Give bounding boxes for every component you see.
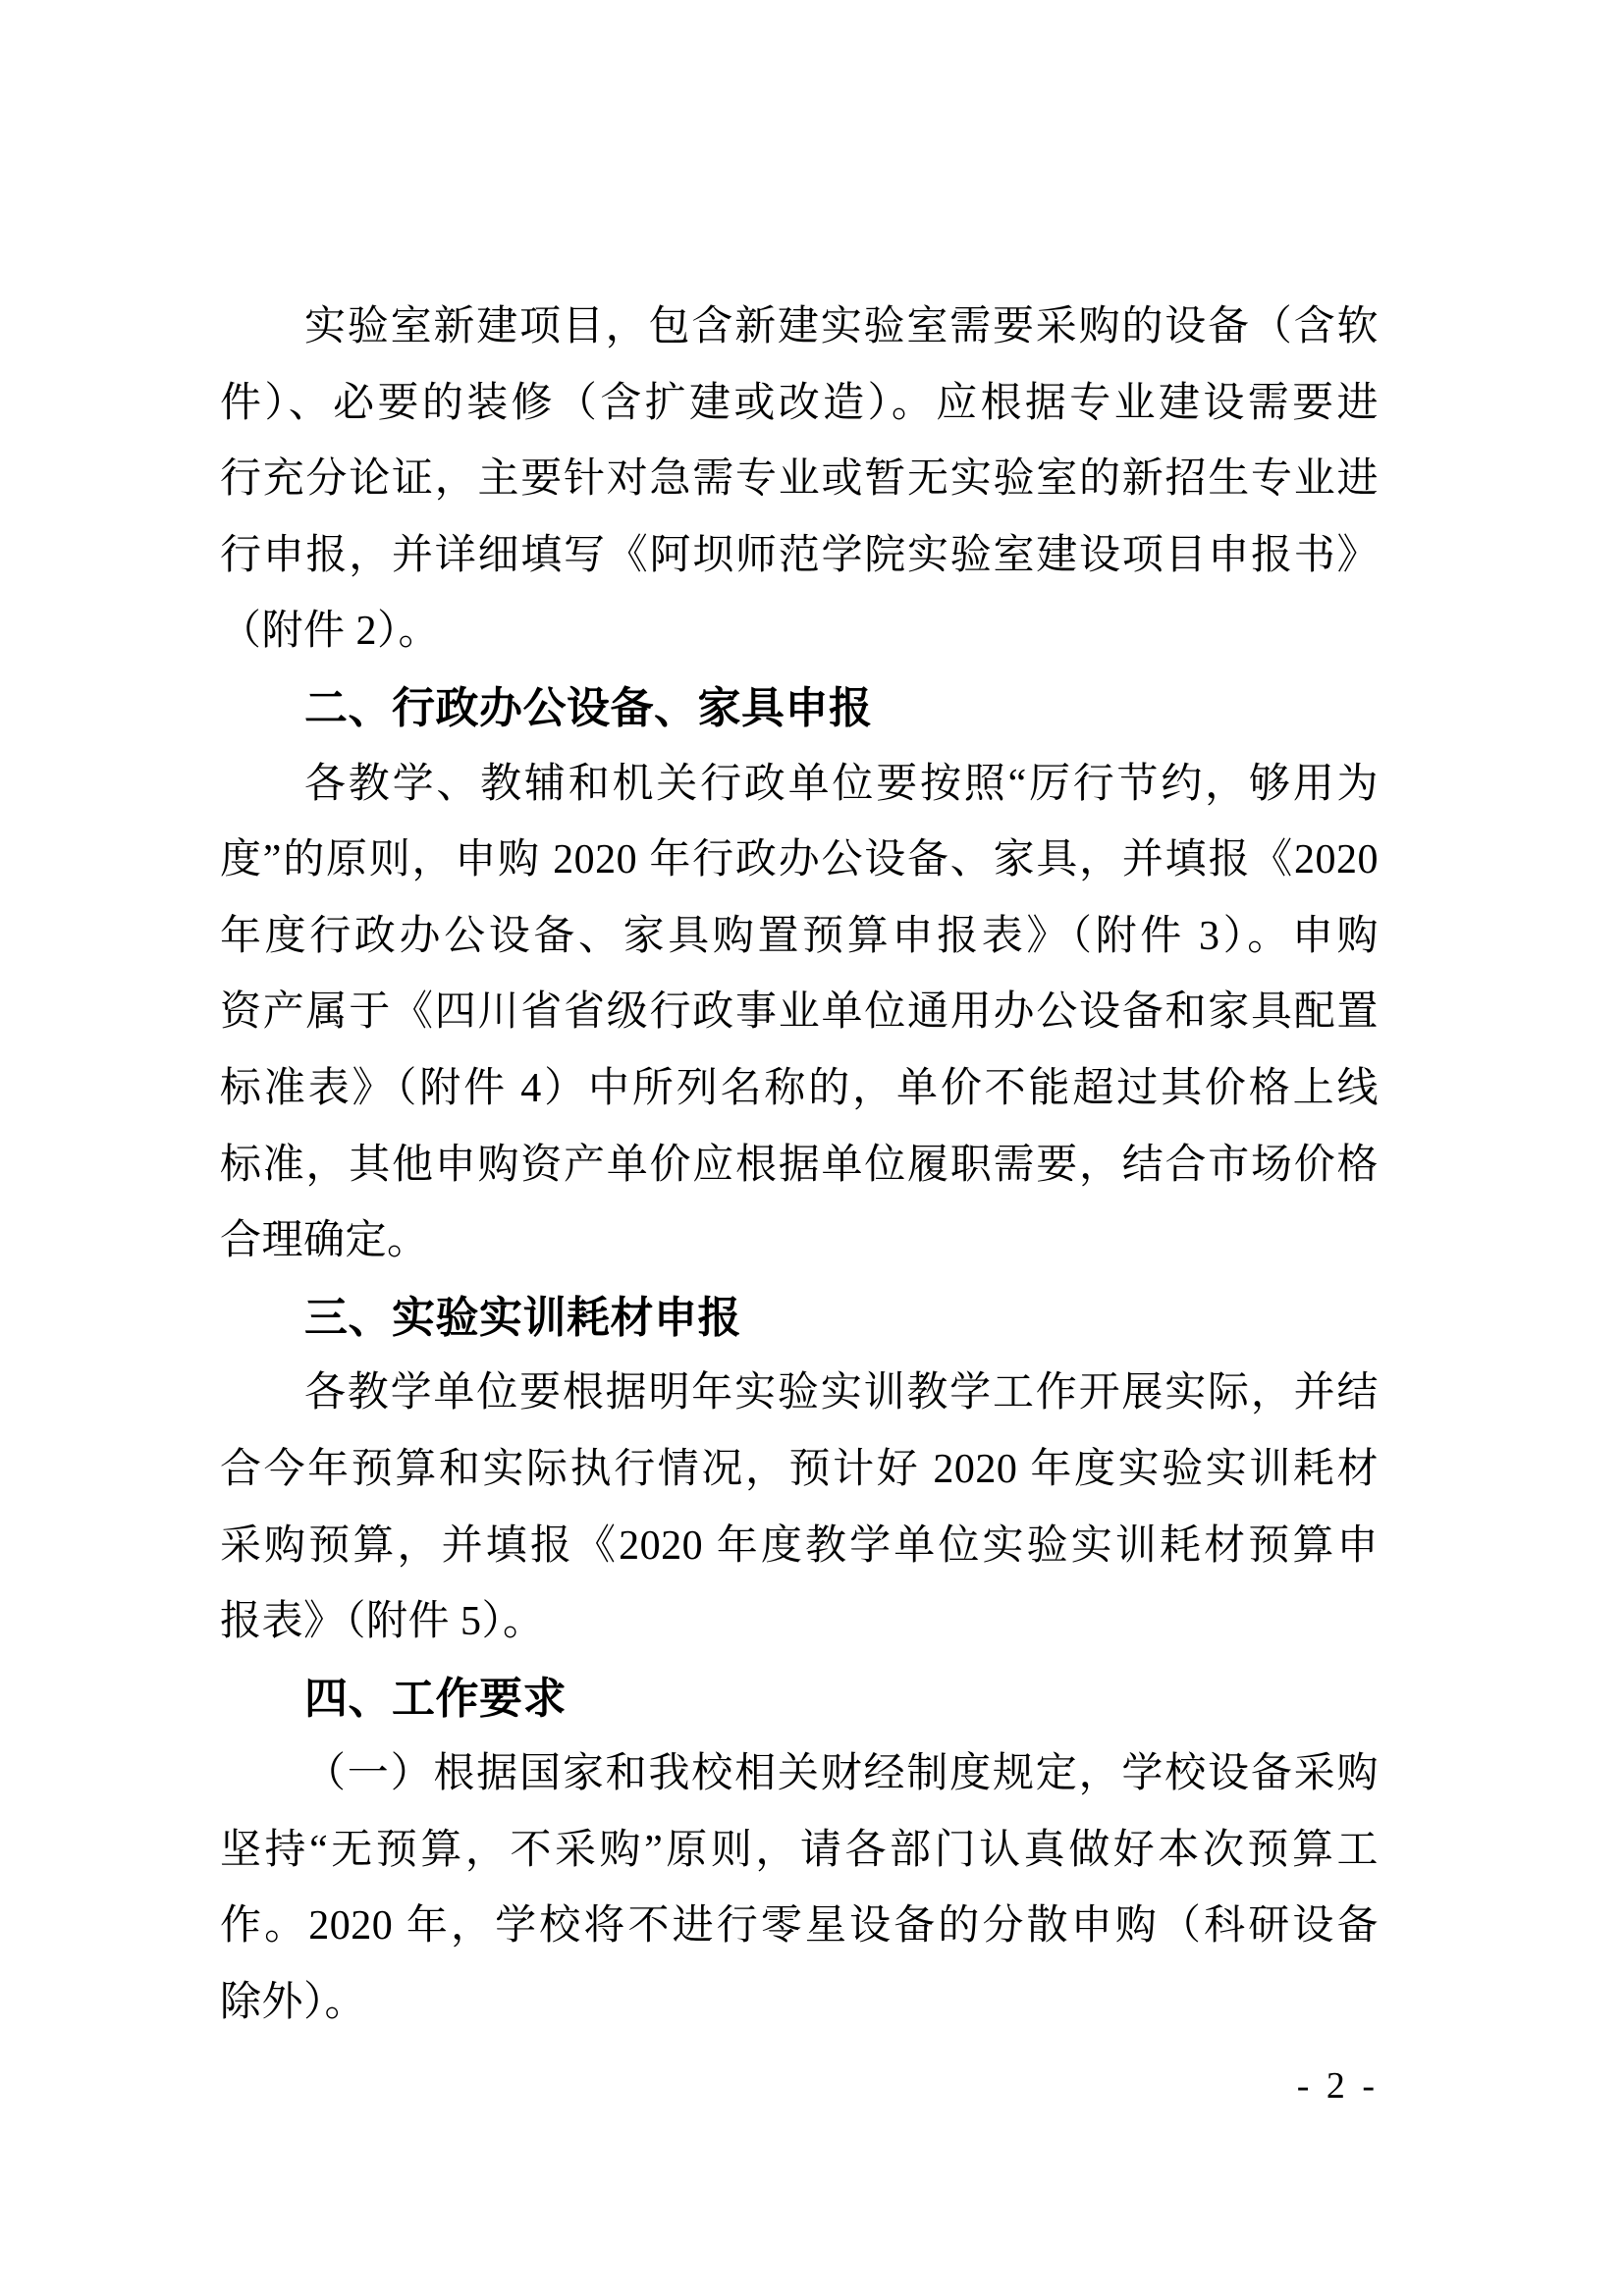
text-line: 作。2020 年，学校将不进行零星设备的分散申购（科研设备 — [220, 1903, 1379, 1949]
page-number: - 2 - — [1296, 2065, 1379, 2107]
text-line: （一）根据国家和我校相关财经制度规定，学校设备采购 — [304, 1751, 1379, 1797]
text-line: 各教学单位要根据明年实验实训教学工作开展实际，并结 — [304, 1370, 1379, 1416]
text-line: 年度行政办公设备、家具购置预算申报表》（附件 3）。申购 — [220, 913, 1379, 959]
text-line: 实验室新建项目，包含新建实验室需要采购的设备（含软 — [304, 304, 1379, 349]
text-line: 度”的原则，申购 2020 年行政办公设备、家具，并填报《2020 — [220, 837, 1379, 883]
text-line: 资产属于《四川省省级行政事业单位通用办公设备和家具配置 — [220, 989, 1379, 1036]
text-line: 合今年预算和实际执行情况，预计好 2020 年度实验实训耗材 — [220, 1446, 1379, 1492]
text-line: 行充分论证，主要针对急需专业或暂无实验室的新招生专业进 — [220, 456, 1379, 503]
text-line: 标准，其他申购资产单价应根据单位履职需要，结合市场价格 — [220, 1142, 1379, 1188]
text-line: 除外）。 — [220, 1980, 367, 2026]
text-line: 报表》（附件 5）。 — [220, 1599, 545, 1645]
text-line: 采购预算，并填报《2020 年度教学单位实验实训耗材预算申 — [220, 1522, 1379, 1569]
section-heading: 二、行政办公设备、家具申报 — [304, 682, 873, 733]
text-line: 各教学、教辅和机关行政单位要按照“厉行节约，够用为 — [304, 761, 1379, 807]
text-line: 坚持“无预算，不采购”原则，请各部门认真做好本次预算工 — [220, 1827, 1379, 1873]
text-line: （附件 2）。 — [220, 609, 441, 655]
text-line: 标准表》（附件 4）中所列名称的，单价不能超过其价格上线 — [220, 1065, 1379, 1111]
text-line: 件）、必要的装修（含扩建或改造）。应根据专业建设需要进 — [220, 380, 1379, 426]
text-line: 行申报，并详细填写《阿坝师范学院实验室建设项目申报书》 — [220, 532, 1379, 578]
text-block — [220, 290, 1379, 2042]
section-heading: 四、工作要求 — [304, 1673, 567, 1724]
text-line: 合理确定。 — [220, 1218, 429, 1264]
section-heading: 三、实验实训耗材申报 — [304, 1292, 741, 1343]
